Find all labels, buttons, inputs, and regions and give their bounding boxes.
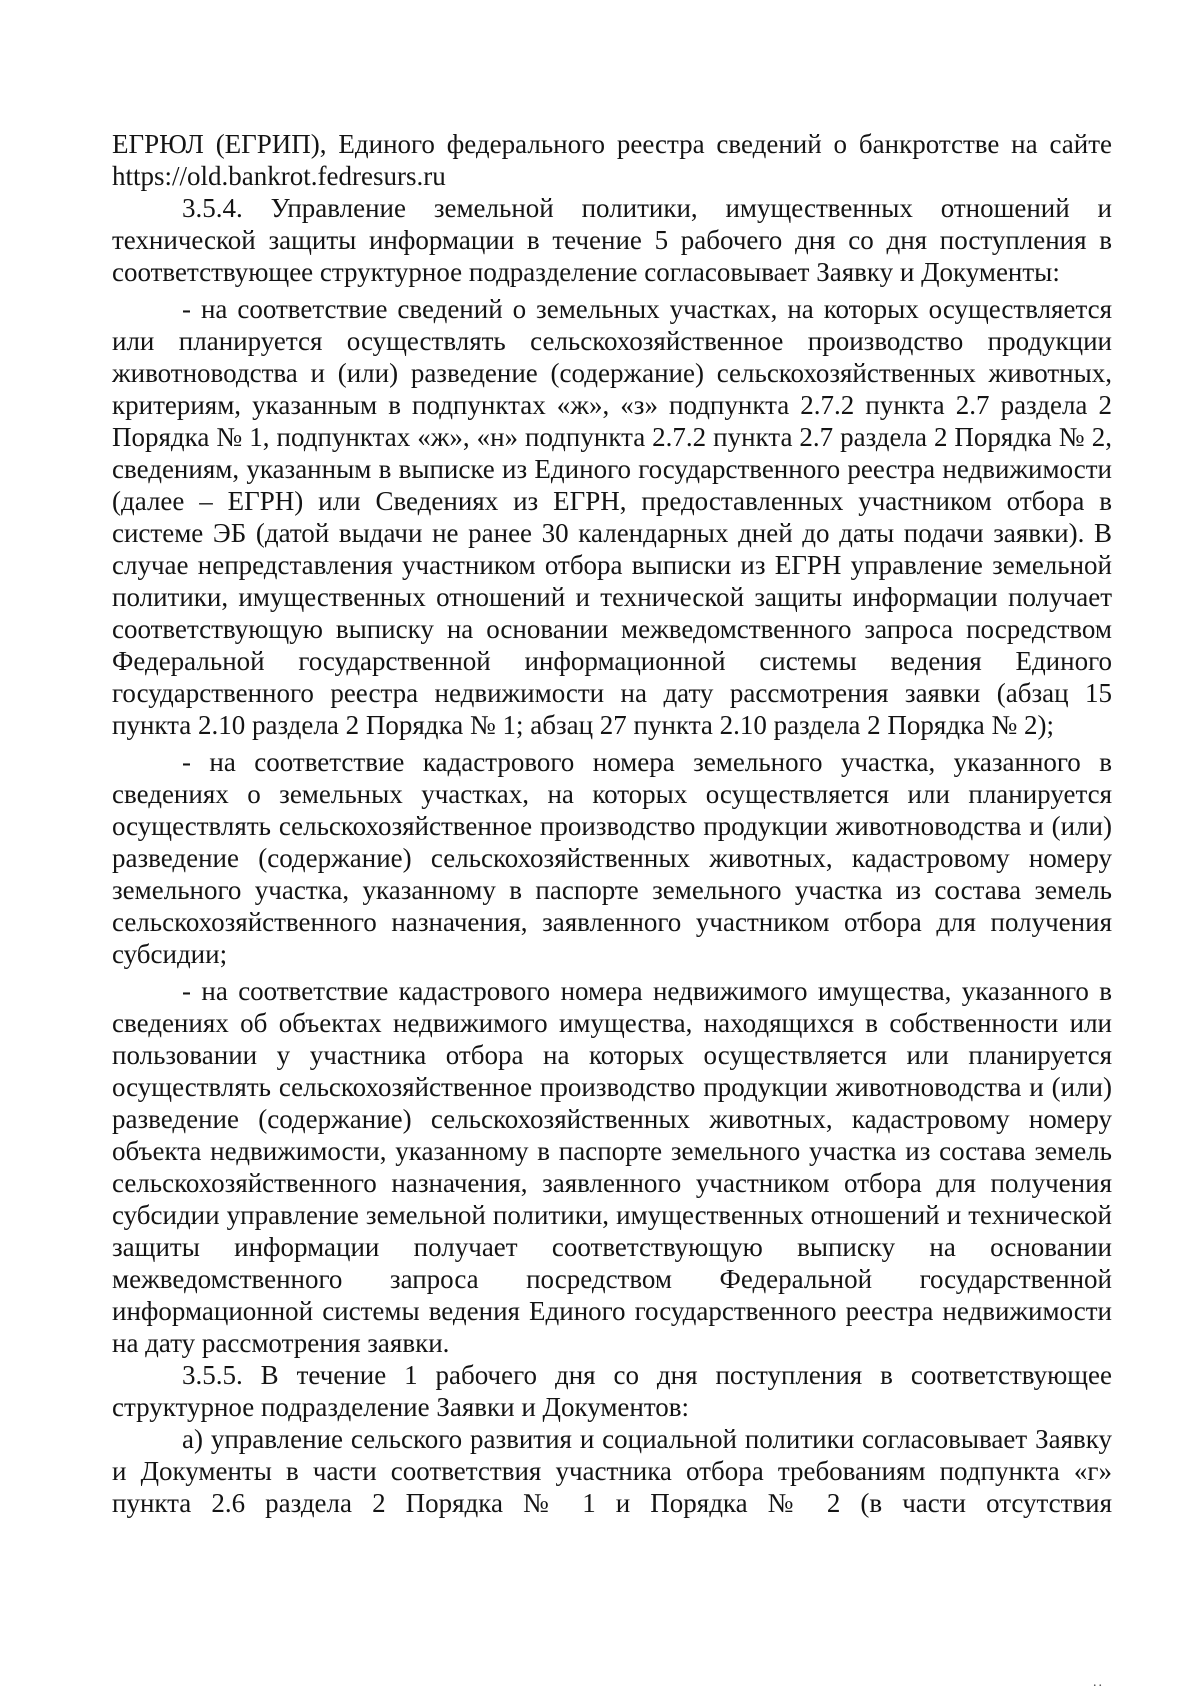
paragraph-cadastral-property-check: - на соответствие кадастрового номера недвижимого имущества, указанного в сведениях об объектах недвижимого имущества, находящихся в собственности или пользовании у участника отбора на которых осуществляется или планируется осуществлять сельскохозяйственное производство продукции животноводства и (или) разведение (содержание) сельскохозяйственных животных, кадастровому номеру объекта недвижимости, указанному в паспорте земельного участка из состава земель сельскохозяйственного назначения, заявленного участником отбора для получения субсидии управление земельной политики, имущественных отношений и технической защиты информации получает соответствующую выписку на основании межведомственного запроса посредством Федеральной государственной информационной системы ведения Единого государственного реестра недвижимости на дату рассмотрения заявки. <box>112 976 1112 1358</box>
document-page <box>112 128 1112 1519</box>
paragraph-3-5-5: 3.5.5. В течение 1 рабочего дня со дня поступления в соответствующее структурное подразделение Заявки и Документов: <box>112 1360 1112 1422</box>
paragraph-egrul-continuation: ЕГРЮЛ (ЕГРИП), Единого федерального реестра сведений о банкротстве на сайте https://old.bankrot.fedresurs.ru <box>112 129 1112 191</box>
paragraph-3-5-4: 3.5.4. Управление земельной политики, имущественных отношений и технической защиты информации в течение 5 рабочего дня со дня поступления в соответствующее структурное подразделение согласовывает Заявку и Документы: <box>112 193 1112 287</box>
page-corner-mark: .. <box>1093 1675 1104 1690</box>
paragraph-item-a: а) управление сельского развития и социальной политики согласовывает Заявку и Документы в части соответствия участника отбора требованиям подпункта «г» пункта 2.6 раздела 2 Порядка № 1 и Порядка № 2 (в части отсутствия <box>112 1424 1112 1518</box>
paragraph-cadastral-land-check: - на соответствие кадастрового номера земельного участка, указанного в сведениях о земельных участках, на которых осуществляется или планируется осуществлять сельскохозяйственное производство продукции животноводства и (или) разведение (содержание) сельскохозяйственных животных, кадастровому номеру земельного участка, указанному в паспорте земельного участка из состава земель сельскохозяйственного назначения, заявленного участником отбора для получения субсидии; <box>112 747 1112 969</box>
paragraph-land-plots-check: - на соответствие сведений о земельных участках, на которых осуществляется или планируется осуществлять сельскохозяйственное производство продукции животноводства и (или) разведение (содержание) сельскохозяйственных животных, критериям, указанным в подпунктах «ж», «з» подпункта 2.7.2 пункта 2.7 раздела 2 Порядка № 1, подпунктах «ж», «н» подпункта 2.7.2 пункта 2.7 раздела 2 Порядка № 2, сведениям, указанным в выписке из Единого государственного реестра недвижимости (далее – ЕГРН) или Сведениях из ЕГРН, предоставленных участником отбора в системе ЭБ (датой выдачи не ранее 30 календарных дней до даты подачи заявки). В случае непредставления участником отбора выписки из ЕГРН управление земельной политики, имущественных отношений и технической защиты информации получает соответствующую выписку на основании межведомственного запроса посредством Федеральной государственной информационной системы ведения Единого государственного реестра недвижимости на дату рассмотрения заявки (абзац 15 пункта 2.10 раздела 2 Порядка № 1; абзац 27 пункта 2.10 раздела 2 Порядка № 2); <box>112 294 1112 740</box>
